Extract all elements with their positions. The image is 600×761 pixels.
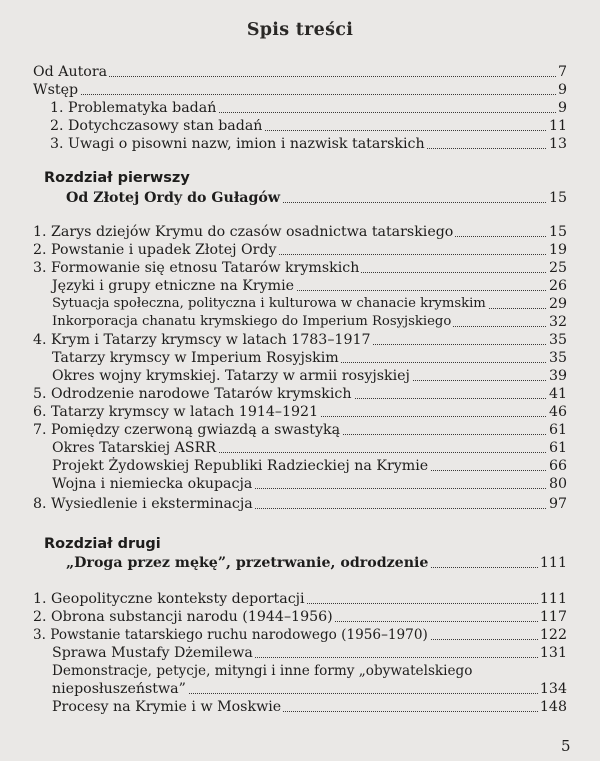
entry-label: nieposłuszeństwa” [52,681,186,697]
entry-label: Okres Tatarskiej ASRR [52,440,217,456]
toc-entry [0,134,600,154]
entry-page: 39 [548,368,567,384]
entry-page: 15 [548,224,567,240]
entry-page: 26 [548,278,567,294]
entry-page: 41 [548,386,567,402]
toc-entry [0,366,600,386]
entry-label: Projekt Żydowskiej Republiki Radzieckiej na Krymie [52,458,429,474]
entry-page: 122 [539,627,567,643]
entry-label: Wojna i niemiecka okupacja [52,476,253,492]
entry-label: 4. Krym i Tatarzy krymscy w latach 1783–1917 [33,332,371,348]
entry-page: 134 [539,681,567,697]
toc-entry [0,494,600,514]
toc-entry [0,348,600,368]
entry-page: 19 [548,242,567,258]
toc-entry [0,116,600,136]
chapter-heading: Rozdział pierwszy [44,170,190,186]
toc-entry [0,98,600,118]
toc-entry [0,80,600,100]
entry-page: 35 [548,332,567,348]
entry-label: Sytuacja społeczna, polityczna i kulturowa w chanacie krymskim [52,294,488,314]
toc-entry [0,474,600,494]
chapter-subtitle: „Droga przez mękę”, przetrwanie, odrodzenie [66,555,429,571]
toc-entry [0,384,600,404]
chapter-subtitle-entry [0,188,600,208]
entry-page: 117 [539,609,567,625]
toc-entry [0,276,600,296]
entry-page: 66 [548,458,567,474]
toc-entry [0,222,600,242]
entry-label: 8. Wysiedlenie i eksterminacja [33,496,253,512]
entry-page: 111 [539,555,567,571]
entry-label: Demonstracje, petycje, mityngi i inne formy „obywatelskiego [52,663,473,679]
entry-label: 6. Tatarzy krymscy w latach 1914–1921 [33,404,319,420]
entry-page: 111 [539,591,567,607]
entry-label: Inkorporacja chanatu krymskiego do Imperium Rosyjskiego [52,312,453,332]
entry-page: 15 [548,190,567,206]
toc-entry [0,312,600,332]
entry-page: 32 [548,314,567,330]
entry-label: 3. Powstanie tatarskiego ruchu narodowego (1956–1970) [33,627,428,643]
entry-label: 3. Uwagi o pisowni nazw, imion i nazwisk tatarskich [50,136,425,152]
chapter-subtitle: Od Złotej Ordy do Gułagów [66,190,281,206]
entry-label: Tatarzy krymscy w Imperium Rosyjskim [52,350,339,366]
toc-entry [0,456,600,476]
entry-page: 46 [548,404,567,420]
entry-label: Wstęp [33,82,79,98]
leader-dots [40,76,560,77]
toc-entry [0,697,600,717]
toc-entry [0,589,600,609]
entry-label: Okres wojny krymskiej. Tatarzy w armii rosyjskiej [52,368,410,384]
entry-page: 29 [548,296,567,312]
toc-entry [0,294,600,314]
entry-label: 2. Dotychczasowy stan badań [50,118,263,134]
entry-page: 7 [557,64,567,80]
toc-entry [0,643,600,663]
chapter-heading: Rozdział drugi [44,536,161,552]
entry-label: Sprawa Mustafy Dżemilewa [52,645,253,661]
entry-page: 25 [548,260,567,276]
entry-page: 9 [557,82,567,98]
entry-label: 5. Odrodzenie narodowe Tatarów krymskich [33,386,352,402]
entry-label: 2. Powstanie i upadek Złotej Ordy [33,242,277,258]
page-number: 5 [561,737,571,755]
toc-entry [0,420,600,440]
toc-entry [0,679,600,699]
toc-entry [0,625,600,645]
entry-page: 13 [548,136,567,152]
toc-entry [0,62,600,82]
toc-entry [0,607,600,627]
toc-entry [0,330,600,350]
entry-label: 7. Pomiędzy czerwoną gwiazdą a swastyką [33,422,341,438]
entry-label: 1. Zarys dziejów Krymu do czasów osadnictwa tatarskiego [33,224,454,240]
entry-label: 2. Obrona substancji narodu (1944–1956) [33,609,333,625]
chapter-subtitle-entry [0,553,600,573]
entry-label: 3. Formowanie się etnosu Tatarów krymskich [33,260,360,276]
leader-dots [40,94,560,95]
entry-label: Procesy na Krymie i w Moskwie [52,699,282,715]
entry-page: 9 [557,100,567,116]
toc-entry [0,240,600,260]
entry-page: 61 [548,422,567,438]
entry-label: Od Autora [33,64,108,80]
entry-page: 35 [548,350,567,366]
entry-page: 97 [548,496,567,512]
entry-page: 61 [548,440,567,456]
entry-label: 1. Geopolityczne konteksty deportacji [33,591,305,607]
toc-entry [0,438,600,458]
entry-label: Języki i grupy etniczne na Krymie [52,278,294,294]
entry-label: 1. Problematyka badań [50,100,217,116]
toc-entry [0,258,600,278]
entry-page: 131 [539,645,567,661]
entry-page: 148 [539,699,567,715]
toc-entry [0,402,600,422]
entry-page: 11 [548,118,567,134]
entry-page: 80 [548,476,567,492]
page-title: Spis treści [246,20,354,40]
